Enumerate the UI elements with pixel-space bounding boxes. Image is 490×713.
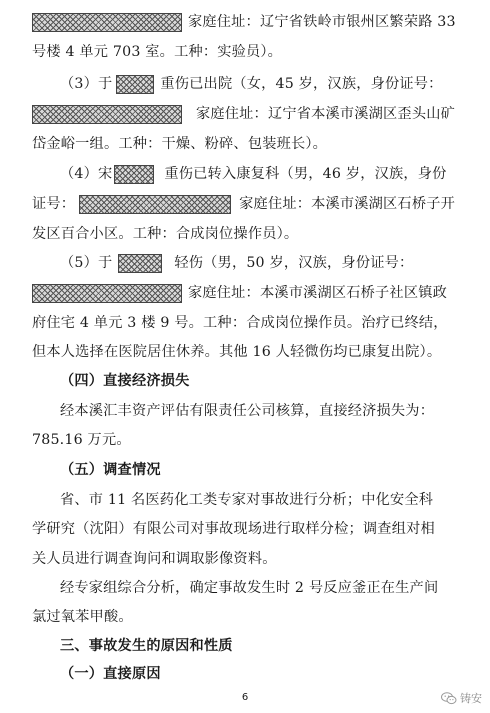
text-line	[0, 549, 490, 569]
text-line	[0, 607, 490, 627]
text-line-18: 经专家组综合分析，确定事故发生时 2 号反应釜正在生产间	[60, 580, 439, 596]
text-line-17: 关人员进行调查询问和调取影像资料。	[32, 551, 277, 567]
text-line	[0, 194, 490, 214]
text-line-3a: （3）于	[60, 76, 113, 92]
text-line-16: 学研究（沈阳）有限公司对事故现场进行取样分检；调查组对相	[32, 521, 435, 537]
redacted-block	[32, 13, 182, 32]
text-line	[0, 283, 490, 303]
redacted-block	[32, 284, 182, 303]
text-line-14: 785.16 万元。	[32, 432, 131, 448]
wechat-icon	[441, 692, 457, 705]
text-line	[0, 401, 490, 421]
text-line	[0, 313, 490, 333]
text-line	[0, 12, 490, 32]
heading-economic-loss: （四）直接经济损失	[60, 373, 190, 389]
chapter-heading	[0, 636, 490, 656]
text-line	[0, 519, 490, 539]
text-line-7a: 证号：	[32, 196, 76, 212]
heading-direct-cause: （一）直接原因	[60, 666, 161, 682]
redacted-block	[32, 105, 182, 124]
section-heading	[0, 371, 490, 391]
page-number: 6	[241, 692, 249, 703]
text-line	[0, 490, 490, 510]
text-line-9b: 轻伤（男，50 岁，汉族，身份证号：	[174, 255, 414, 271]
text-line-10: 家庭住址：本溪市溪湖区石桥子社区镇政	[188, 285, 447, 301]
text-line	[0, 224, 490, 244]
heading-investigation: （五）调查情况	[60, 462, 161, 478]
text-line-11: 府住宅 4 单元 3 楼 9 号。工种：合成岗位操作员。治疗已终结，	[32, 315, 448, 331]
text-line	[0, 342, 490, 362]
text-line-6b: 重伤已转入康复科（男，46 岁，汉族，身份	[164, 166, 447, 182]
text-line-2: 号楼 4 单元 703 室。工种：实验员）。	[32, 44, 283, 60]
text-line-1: 家庭住址：辽宁省铁岭市银州区繁荣路 33	[188, 14, 456, 30]
text-line-7b: 家庭住址：本溪市溪湖区石桥子开	[239, 196, 455, 212]
text-line	[0, 164, 490, 184]
text-line-5: 岱金峪一组。工种：干燥、粉碎、包装班长）。	[32, 136, 328, 152]
text-line	[0, 253, 490, 273]
watermark	[441, 690, 482, 706]
redacted-block	[116, 75, 154, 94]
text-line-13: 经本溪汇丰资产评估有限责任公司核算，直接经济损失为：	[60, 403, 435, 419]
text-line-3b: 重伤已出院（女，45 岁，汉族，身份证号：	[160, 76, 443, 92]
redacted-block	[79, 195, 231, 214]
text-line-19: 氯过氧苯甲酸。	[32, 609, 133, 625]
heading-causes: 三、事故发生的原因和性质	[60, 638, 233, 654]
text-line-12: 但本人选择在医院居住休养。其他 16 人轻微伤均已康复出院）。	[32, 344, 442, 360]
text-line-4: 家庭住址：辽宁省本溪市溪湖区歪头山矿	[196, 106, 455, 122]
text-line	[0, 42, 490, 62]
text-line	[0, 104, 490, 124]
text-line	[0, 134, 490, 154]
watermark-text: 铸安	[460, 692, 482, 705]
text-line-6a: （4）宋	[60, 166, 113, 182]
text-line	[0, 578, 490, 598]
section-heading	[0, 664, 490, 684]
redacted-block	[118, 254, 162, 273]
text-line	[0, 430, 490, 450]
text-line-15: 省、市 11 名医药化工类专家对事故进行分析；中化安全科	[60, 492, 434, 508]
text-line-9a: （5）于	[60, 255, 113, 271]
redacted-block	[114, 165, 154, 184]
text-line	[0, 74, 490, 94]
section-heading	[0, 460, 490, 480]
text-line-8: 发区百合小区。工种：合成岗位操作员）。	[32, 226, 299, 242]
